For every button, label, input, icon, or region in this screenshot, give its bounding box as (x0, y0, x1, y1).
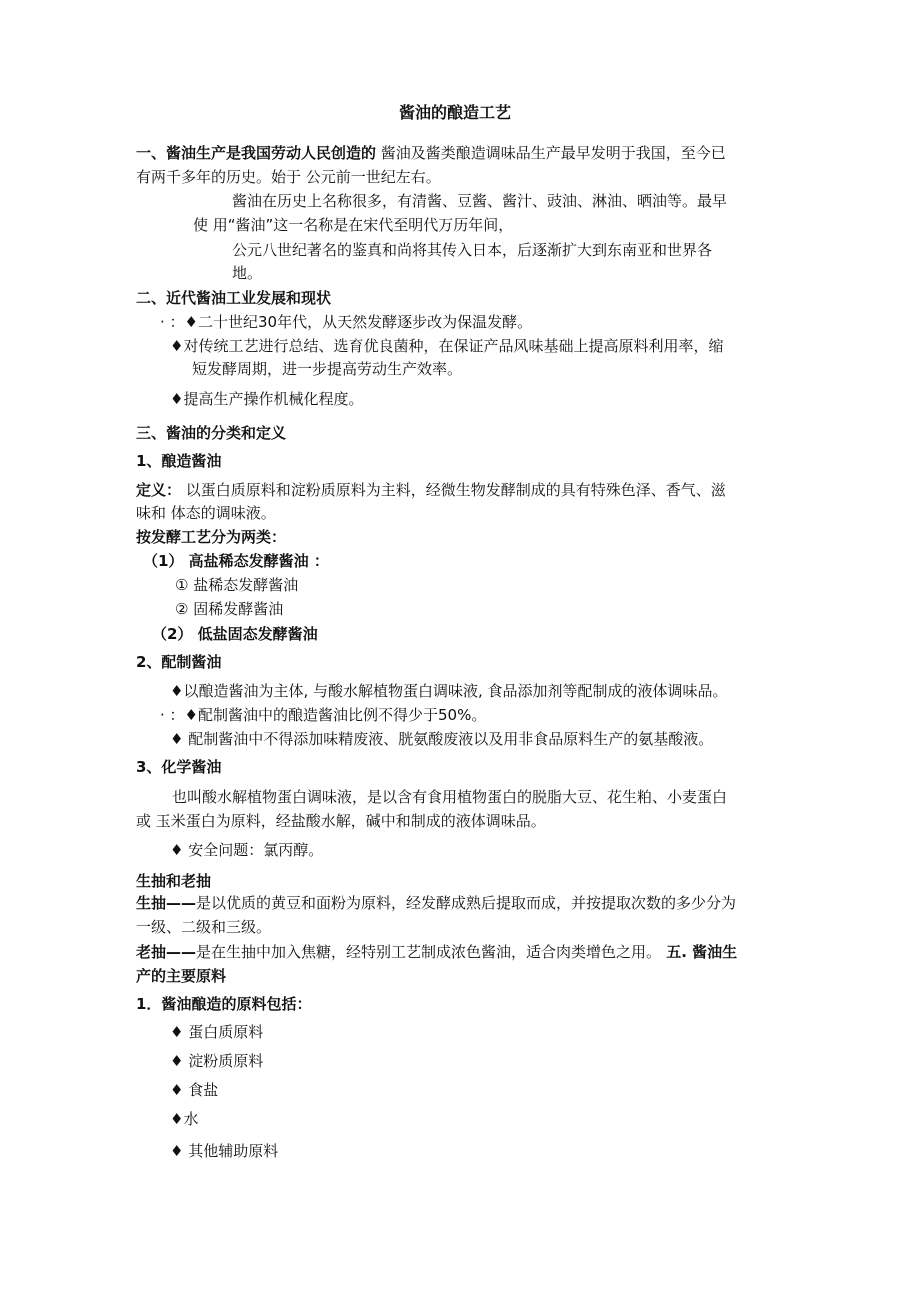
section-heading: 一、酱油生产是我国劳动人民创造的 (136, 144, 377, 162)
bullet-item: ♦ 配制酱油中不得添加味精废液、胱氨酸废液以及用非食品原料生产的氨基酸液。 (170, 730, 714, 748)
bullet-item: ♦对传统工艺进行总结、选育优良菌种，在保证产品风味基础上提高原料利用率，缩 (170, 337, 724, 355)
list-item: ♦ 蛋白质原料 (170, 1023, 264, 1041)
paragraph-line: 有两千多年的历史。始于 公元前一世纪左右。 (136, 168, 441, 186)
subcategory-item: ① 盐稀态发酵酱油 (175, 576, 299, 594)
paragraph-line: 使 用“酱油”这一名称是在宋代至明代万历年间， (193, 216, 514, 234)
paragraph-heading: 按发酵工艺分为两类： (136, 528, 287, 546)
list-item: ♦ 食盐 (170, 1081, 219, 1099)
section-heading: 二、近代酱油工业发展和现状 (136, 289, 332, 307)
paragraph-line: 酱油在历史上名称很多，有清酱、豆酱、酱汁、豉油、淋油、晒油等。最早 (232, 192, 728, 210)
paragraph-line: 一级、二级和三级。 (136, 918, 272, 936)
paragraph-line: 公元八世纪著名的鉴真和尚将其传入日本，后逐渐扩大到东南亚和世界各 (232, 241, 713, 259)
bullet-item-cont: 短发酵周期，进一步提高劳动生产效率。 (192, 360, 463, 378)
bullet-item: ♦以酿造酱油为主体, 与酸水解植物蛋白调味液, 食品添加剂等配制成的液体调味品。 (170, 682, 728, 700)
text: 是在生抽中加入焦糖，经特别工艺制成浓色酱油，适合肉类增色之用。 (196, 943, 662, 961)
subsection-heading: 1．酱油酿造的原料包括： (136, 995, 312, 1013)
category-item: （2） 低盐固态发酵酱油 (152, 625, 318, 643)
paragraph-line: 地。 (232, 264, 263, 282)
text: 以蛋白质原料和淀粉质原料为主料，经微生物发酵制成的具有特殊色泽、香气、滋 (181, 481, 726, 499)
paragraph-line (136, 143, 726, 163)
paragraph-line: 也叫酸水解植物蛋白调味液，是以含有食用植物蛋白的脱脂大豆、花生粕、小麦蛋白 (172, 788, 728, 806)
subcategory-item: ② 固稀发酵酱油 (175, 600, 284, 618)
text: 酱油及酱类酿造调味品生产最早发明于我国，至今已 (376, 144, 726, 162)
section-heading: 五. 酱油生 (661, 943, 738, 961)
paragraph-line: 或 玉米蛋白为原料，经盐酸水解，碱中和制成的液体调味品。 (136, 812, 546, 830)
page-title: 酱油的酿造工艺 (398, 103, 511, 122)
bullet-item: ♦提高生产操作机械化程度。 (170, 390, 364, 408)
list-item: ♦ 淀粉质原料 (170, 1052, 264, 1070)
section-heading: 生抽和老抽 (136, 872, 212, 890)
section-heading-cont: 产的主要原料 (136, 967, 227, 985)
bullet-item: ♦ 安全问题：氯丙醇。 (170, 841, 324, 859)
section-heading: 三、酱油的分类和定义 (136, 424, 287, 442)
paragraph-line (136, 893, 736, 913)
bullet-item: · ：♦二十世纪30年代，从天然发酵逐步改为保温发酵。 (160, 313, 533, 331)
term-label: 老抽—— (136, 943, 197, 961)
definition-line (136, 480, 726, 500)
bullet-item: · ：♦配制酱油中的酿造酱油比例不得少于50%。 (160, 706, 487, 724)
subsection-heading: 1、酿造酱油 (136, 452, 222, 470)
paragraph-line (136, 942, 737, 962)
category-item: （1） 高盐稀态发酵酱油 ： (143, 552, 329, 570)
list-item: ♦ 其他辅助原料 (170, 1142, 279, 1160)
subsection-heading: 2、配制酱油 (136, 653, 222, 671)
paragraph-line: 味和 体态的调味液。 (136, 504, 276, 522)
text: 是以优质的黄豆和面粉为原料，经发酵成熟后提取而成，并按提取次数的多少分为 (196, 894, 737, 912)
definition-label: 定义： (136, 481, 182, 499)
term-label: 生抽—— (136, 894, 197, 912)
subsection-heading: 3、化学酱油 (136, 758, 222, 776)
list-item: ♦水 (170, 1110, 199, 1128)
